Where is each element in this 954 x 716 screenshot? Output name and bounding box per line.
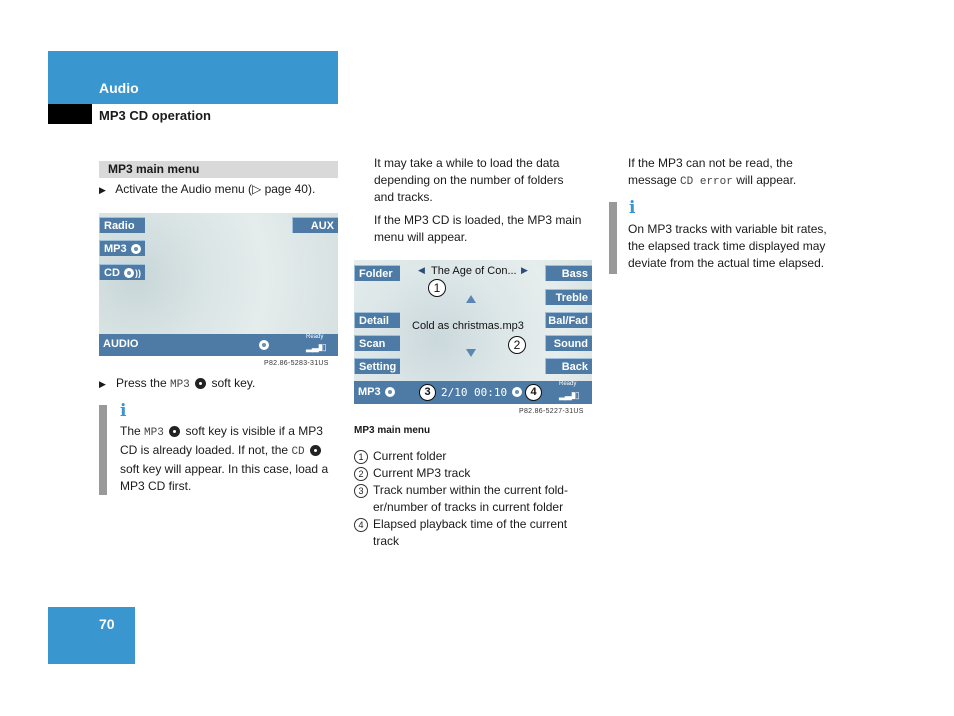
disc-icon xyxy=(512,387,522,397)
disc-icon xyxy=(385,387,395,397)
legend-item: 4 Elapsed playback time of the current track xyxy=(354,516,594,550)
softkey-setting[interactable]: Setting xyxy=(354,358,400,374)
status-bar xyxy=(354,381,592,404)
cd-sound-waves-icon: )) xyxy=(135,268,141,278)
softkey-detail[interactable]: Detail xyxy=(354,312,400,328)
softkey-treble[interactable]: Treble xyxy=(545,289,592,305)
ready-label: Ready xyxy=(559,381,577,387)
disc-icon xyxy=(131,244,141,254)
info-icon: i xyxy=(120,401,127,421)
disc-icon xyxy=(310,445,321,456)
callout-3: 3 xyxy=(419,384,436,401)
info-icon: i xyxy=(629,198,636,218)
info-note-bitrate: On MP3 tracks with variable bit rates, the elapsed track time displayed may deviate from the actual time elapsed. xyxy=(628,222,827,270)
page-ref-arrow-icon: ▷ xyxy=(252,182,262,196)
bullet-icon: ▶ xyxy=(99,185,106,195)
info-sidebar xyxy=(609,202,617,274)
legend-item: 2 Current MP3 track xyxy=(354,465,594,482)
info-sidebar xyxy=(99,405,107,495)
softkey-bal-fad[interactable]: Bal/Fad xyxy=(545,312,592,328)
signal-bars-icon: ▂▃▮▯ xyxy=(306,342,326,352)
bullet-icon: ▶ xyxy=(99,379,106,389)
softkey-mp3[interactable]: MP3 xyxy=(99,240,145,256)
disc-icon xyxy=(259,340,269,350)
softkey-aux[interactable]: AUX xyxy=(292,217,338,233)
elapsed-time: 00:10 xyxy=(474,386,508,399)
section-title: Audio xyxy=(99,80,139,96)
step-press-mp3: ▶ Press the MP3 soft key. xyxy=(99,376,256,391)
legend-item: 1 Current folder xyxy=(354,448,594,465)
legend-list xyxy=(354,448,594,550)
callout-2: 2 xyxy=(508,336,526,354)
paragraph-loaded: If the MP3 CD is loaded, the MP3 main menu will appear. xyxy=(374,213,582,244)
subsection-title: MP3 CD operation xyxy=(99,108,211,123)
figure-code: P82.86-5227-31US xyxy=(519,408,584,415)
status-mp3-label: MP3 xyxy=(358,386,381,398)
figure-code: P82.86-5283-31US xyxy=(264,360,329,367)
folder-next-icon[interactable]: ▶ xyxy=(521,265,528,275)
section-marker xyxy=(48,104,92,124)
page-number: 70 xyxy=(99,616,115,632)
softkey-folder[interactable]: Folder xyxy=(354,265,400,281)
folder-prev-icon[interactable]: ◀ xyxy=(418,265,425,275)
track-down-icon[interactable] xyxy=(466,349,476,357)
softkey-scan[interactable]: Scan xyxy=(354,335,400,351)
paragraph-cd-error: If the MP3 can not be read, the message CD error will appear. xyxy=(628,156,797,188)
softkey-bass[interactable]: Bass xyxy=(545,265,592,281)
softkey-radio[interactable]: Radio xyxy=(99,217,145,233)
softkey-sound[interactable]: Sound xyxy=(545,335,592,351)
softkey-back[interactable]: Back xyxy=(545,358,592,374)
callout-4: 4 xyxy=(525,384,542,401)
page-number-box xyxy=(48,607,135,664)
figure-caption: MP3 main menu xyxy=(354,425,431,436)
mp3-main-menu-heading: MP3 main menu xyxy=(99,161,338,178)
info-note-mp3: The MP3 soft key is visible if a MP3 CD is already loaded. If not, the CD soft key will appear. In this case, load a MP3 CD first. xyxy=(120,424,329,493)
current-track: Cold as christmas.mp3 xyxy=(412,320,524,332)
track-up-icon[interactable] xyxy=(466,295,476,303)
legend-item: 3 Track number within the current fold- er/number of tracks in current folder xyxy=(354,482,594,516)
signal-bars-icon: ▂▃▮▯ xyxy=(559,390,579,400)
mp3-main-menu-screen xyxy=(354,260,592,404)
callout-1: 1 xyxy=(428,279,446,297)
paragraph-loading: It may take a while to load the data depending on the number of folders and tracks. xyxy=(374,156,564,204)
status-bar xyxy=(99,334,338,356)
disc-icon xyxy=(195,378,206,389)
disc-icon xyxy=(169,426,180,437)
step-activate-audio: ▶ Activate the Audio menu (▷ page 40). xyxy=(99,182,316,196)
header-band xyxy=(48,51,338,104)
disc-icon xyxy=(124,268,134,278)
current-folder: The Age of Con... xyxy=(431,265,517,277)
track-count: 2/10 xyxy=(441,386,468,399)
audio-menu-screen xyxy=(99,213,338,356)
status-label: AUDIO xyxy=(103,338,139,350)
ready-label: Ready xyxy=(306,334,324,340)
softkey-cd[interactable]: CD )) xyxy=(99,264,145,280)
